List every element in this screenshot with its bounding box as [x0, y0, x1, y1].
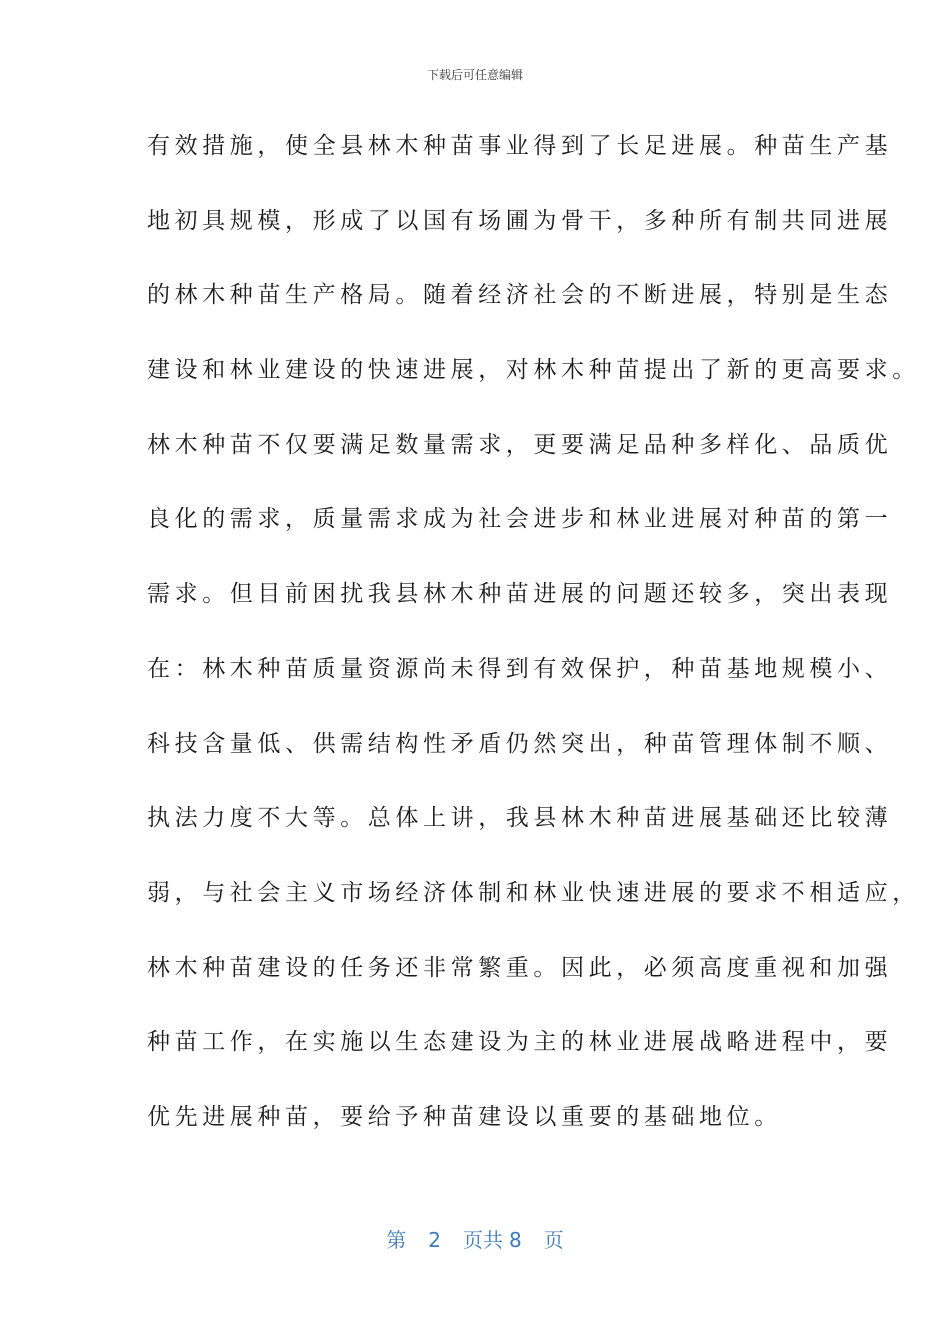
footer-suffix: 页 — [543, 1228, 564, 1252]
footer-total-pages: 8 — [509, 1228, 522, 1252]
text-line: 林木种苗建设的任务还非常繁重。因此，必须高度重视和加强 — [147, 954, 893, 981]
footer-middle: 页共 — [463, 1228, 503, 1252]
text-line: 弱，与社会主义市场经济体制和林业快速进展的要求不相适应， — [147, 879, 920, 906]
header-note: 下载后可任意编辑 — [426, 68, 523, 82]
text-line: 建设和林业建设的快速进展，对林木种苗提出了新的更高要求。 — [147, 357, 920, 384]
text-line: 执法力度不大等。总体上讲，我县林木种苗进展基础还比较薄 — [147, 805, 893, 832]
text-line: 林木种苗不仅要满足数量需求，更要满足品种多样化、品质优 — [147, 431, 893, 458]
text-line: 需求。但目前困扰我县林木种苗进展的问题还较多，突出表现 — [147, 581, 893, 608]
text-line: 科技含量低、供需结构性矛盾仍然突出，种苗管理体制不顺、 — [147, 730, 893, 757]
body-text — [147, 124, 920, 1170]
text-line: 的林木种苗生产格局。随着经济社会的不断进展，特别是生态 — [147, 282, 893, 309]
text-line: 有效措施，使全县林木种苗事业得到了长足进展。种苗生产基 — [147, 133, 893, 159]
page-footer — [0, 1224, 950, 1253]
footer-page-number: 2 — [428, 1228, 441, 1252]
footer-prefix: 第 — [386, 1228, 407, 1252]
text-line: 良化的需求，质量需求成为社会进步和林业进展对种苗的第一 — [147, 506, 893, 533]
text-line: 优先进展种苗，要给予种苗建设以重要的基础地位。 — [147, 1103, 782, 1130]
text-line: 在：林木种苗质量资源尚未得到有效保护，种苗基地规模小、 — [147, 655, 893, 682]
text-line: 地初具规模，形成了以国有场圃为骨干，多种所有制共同进展 — [147, 207, 893, 234]
text-line: 种苗工作，在实施以生态建设为主的林业进展战略进程中，要 — [147, 1029, 893, 1056]
